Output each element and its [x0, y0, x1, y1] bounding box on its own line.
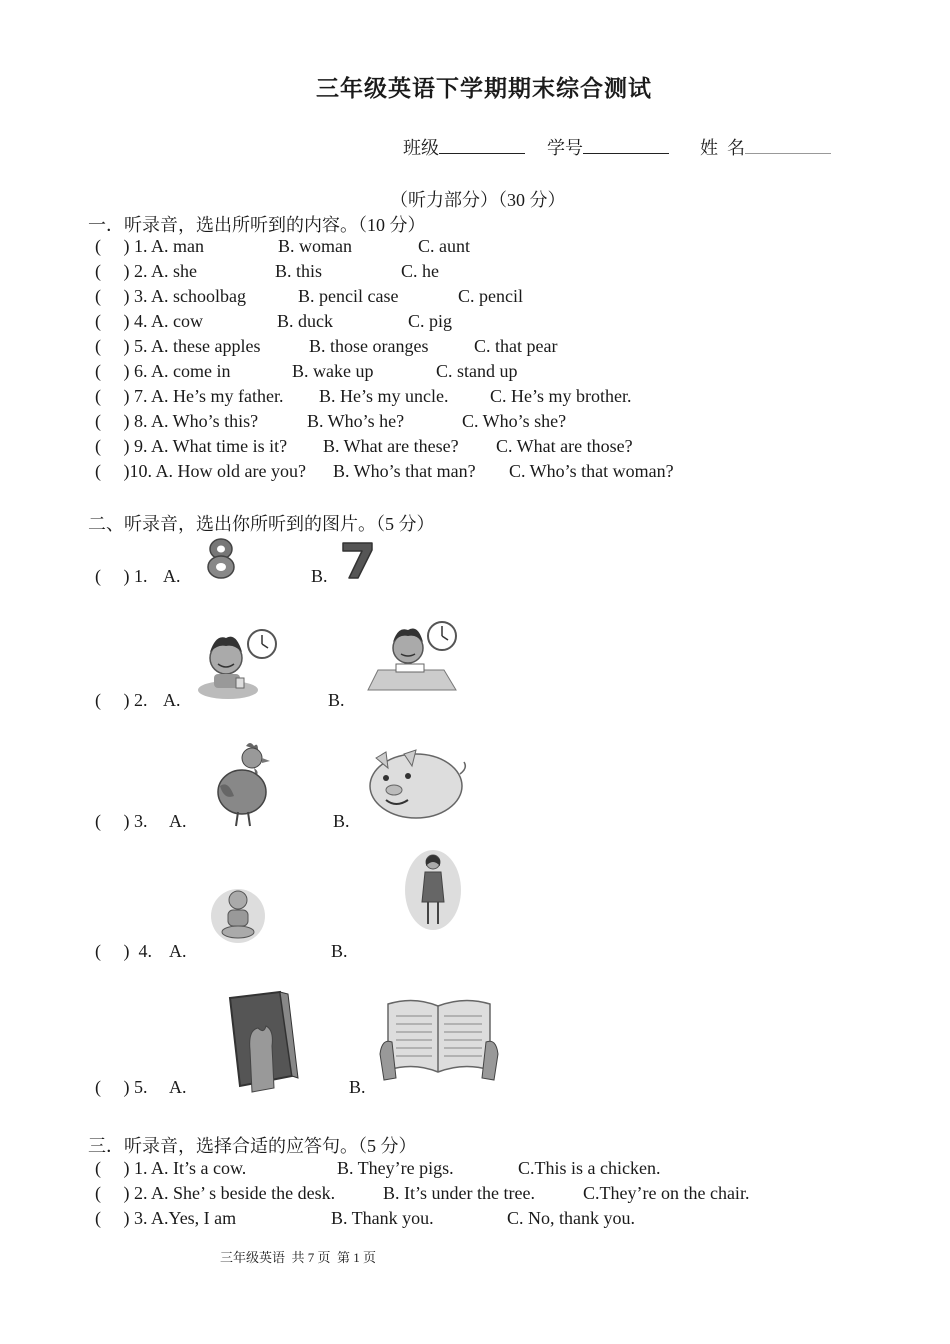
s2-q2-b: B. — [328, 690, 345, 710]
number-blank[interactable] — [583, 135, 669, 154]
s1-q7-b: B. He’s my uncle. — [319, 386, 449, 406]
number-label: 学号 — [547, 138, 583, 158]
s2-q1-a: A. — [163, 566, 181, 586]
s1-q3-c: C. pencil — [458, 286, 523, 306]
s2-q5-a: A. — [169, 1077, 187, 1097]
s2-q2-num: ( ) 2. — [95, 690, 148, 710]
section2-heading: 二、听录音，选出你所听到的图片。（5 分） — [88, 514, 435, 534]
s1-q9-c: C. What are those? — [496, 436, 633, 456]
s1-q8-b: B. Who’s he? — [307, 411, 405, 431]
class-field — [403, 134, 525, 160]
pig-icon — [364, 748, 468, 822]
s3-q1-b: B. They’re pigs. — [337, 1158, 454, 1178]
s1-q7-a: ( ) 7. A. He’s my father. — [95, 386, 284, 406]
s1-q5-b: B. those oranges — [309, 336, 429, 356]
s1-q10-b: B. Who’s that man? — [333, 461, 476, 481]
s2-q4-a: A. — [169, 941, 187, 961]
s1-q5-a: ( ) 5. A. these apples — [95, 336, 261, 356]
s2-q1-b: B. — [311, 566, 328, 586]
s2-q5-num: ( ) 5. — [95, 1077, 148, 1097]
s1-q2-a: ( ) 2. A. she — [95, 261, 197, 281]
s1-q2-c: C. he — [401, 261, 439, 281]
s2-q4-b: B. — [331, 941, 348, 961]
s1-q4-a: ( ) 4. A. cow — [95, 311, 203, 331]
s1-q3-a: ( ) 3. A. schoolbag — [95, 286, 246, 306]
s1-q4-b: B. duck — [277, 311, 333, 331]
s2-q3-num: ( ) 3. — [95, 811, 148, 831]
s1-q10-c: C. Who’s that woman? — [509, 461, 674, 481]
s1-q3-b: B. pencil case — [298, 286, 399, 306]
s1-q6-a: ( ) 6. A. come in — [95, 361, 231, 381]
s3-q3-b: B. Thank you. — [331, 1208, 434, 1228]
name-blank[interactable] — [745, 135, 831, 154]
class-label: 班级 — [403, 138, 439, 158]
s2-q3-b: B. — [333, 811, 350, 831]
closed-book-icon — [224, 990, 300, 1094]
s1-q1-c: C. aunt — [418, 236, 470, 256]
boy-studying-clock-icon — [364, 618, 462, 694]
woman-icon — [404, 848, 462, 932]
section3-heading: 三．听录音，选择合适的应答句。（5 分） — [88, 1136, 417, 1156]
s1-q7-c: C. He’s my brother. — [490, 386, 632, 406]
s2-q3-a: A. — [169, 811, 187, 831]
s1-q4-c: C. pig — [408, 311, 453, 331]
class-blank[interactable] — [439, 135, 525, 154]
chicken-icon — [212, 740, 274, 830]
s1-q8-a: ( ) 8. A. Who’s this? — [95, 411, 259, 431]
s3-q2-c: C.They’re on the chair. — [583, 1183, 750, 1203]
boy-eating-clock-icon — [196, 626, 282, 702]
s1-q10-a: ( )10. A. How old are you? — [95, 461, 306, 481]
s3-q1-c: C.This is a chicken. — [518, 1158, 661, 1178]
s1-q9-a: ( ) 9. A. What time is it? — [95, 436, 288, 456]
number-7-icon — [340, 540, 376, 580]
s1-q9-b: B. What are these? — [323, 436, 459, 456]
s1-q2-b: B. this — [275, 261, 323, 281]
s2-q4-num: ( ) 4. — [95, 941, 152, 961]
s2-q5-b: B. — [349, 1077, 366, 1097]
name-field — [700, 134, 831, 160]
s3-q1-a: ( ) 1. A. It’s a cow. — [95, 1158, 247, 1178]
s1-q6-c: C. stand up — [436, 361, 518, 381]
s3-q2-b: B. It’s under the tree. — [383, 1183, 535, 1203]
s2-q1-num: ( ) 1. — [95, 566, 148, 586]
s1-q5-c: C. that pear — [474, 336, 558, 356]
s1-q6-b: B. wake up — [292, 361, 374, 381]
open-book-icon — [378, 994, 500, 1086]
page-title: 三年级英语下学期期末综合测试 — [316, 76, 652, 101]
baby-icon — [210, 884, 266, 944]
s3-q3-c: C. No, thank you. — [507, 1208, 635, 1228]
name-label: 姓 名 — [700, 138, 745, 158]
s1-q1-b: B. woman — [278, 236, 352, 256]
number-8-icon — [204, 538, 238, 580]
listening-header: （听力部分）（30 分） — [390, 190, 566, 210]
s1-q1-a: ( ) 1. A. man — [95, 236, 204, 256]
s1-q8-c: C. Who’s she? — [462, 411, 567, 431]
s2-q2-a: A. — [163, 690, 181, 710]
s3-q3-a: ( ) 3. A.Yes, I am — [95, 1208, 237, 1228]
s3-q2-a: ( ) 2. A. She’ s beside the desk. — [95, 1183, 336, 1203]
number-field — [547, 134, 669, 160]
page-footer: 三年级英语 共 7 页 第 1 页 — [220, 1250, 377, 1265]
section1-heading: 一．听录音，选出所听到的内容。（10 分） — [88, 215, 426, 235]
